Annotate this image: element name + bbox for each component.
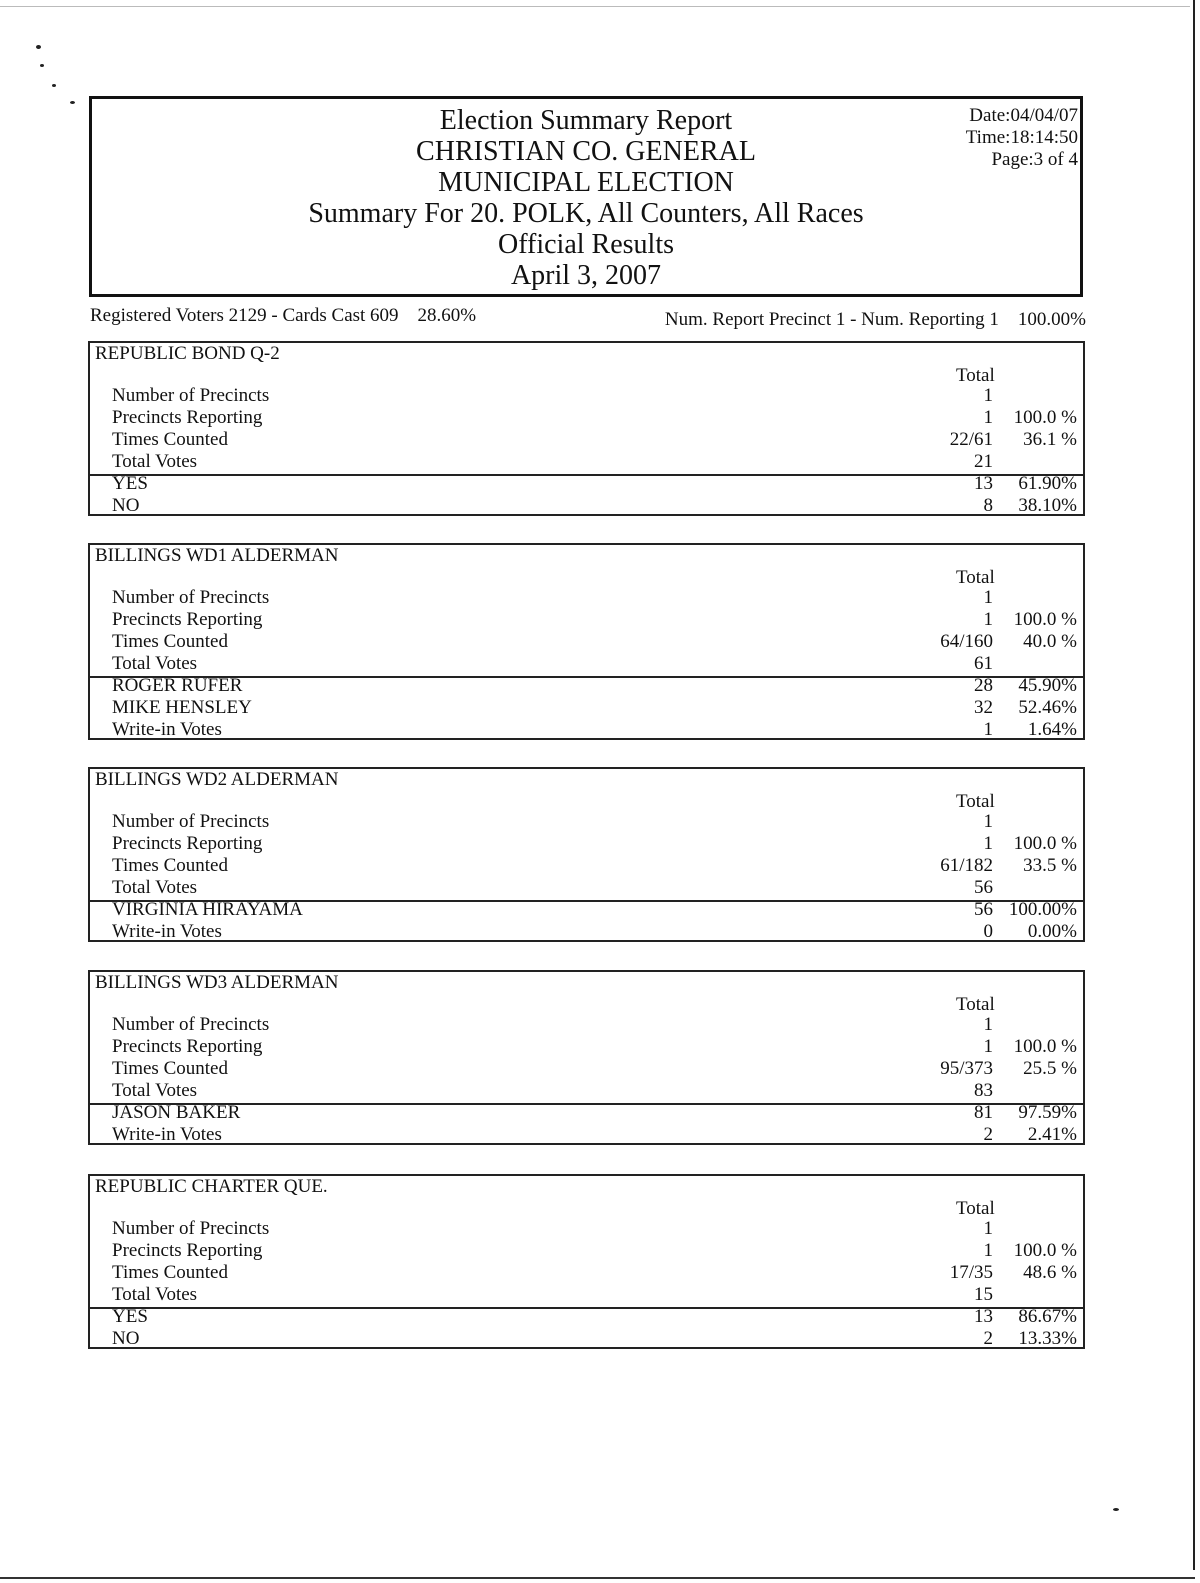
stat-label: Times Counted (112, 429, 228, 450)
report-title (92, 105, 1080, 291)
stat-total: 56 (974, 877, 993, 898)
total-column-header: Total (956, 791, 995, 812)
choice-pct: 2.41% (1027, 1124, 1077, 1145)
choice-row (90, 899, 1083, 921)
turnout-percent: 28.60% (417, 305, 477, 326)
stat-row (90, 855, 1083, 877)
scan-speck (70, 101, 75, 104)
title-line: Election Summary Report (439, 105, 733, 136)
stat-total: 21 (974, 451, 993, 472)
stat-pct: 40.0 % (1023, 631, 1077, 652)
stat-total: 1 (983, 385, 993, 406)
choice-pct: 61.90% (1018, 473, 1077, 494)
stat-pct: 25.5 % (1023, 1058, 1077, 1079)
choice-row (90, 675, 1083, 697)
stat-row (90, 451, 1083, 473)
stat-total: 1 (983, 811, 993, 832)
choice-label: Write-in Votes (112, 921, 222, 942)
stat-pct: 100.0 % (1013, 407, 1077, 428)
stat-total: 61/182 (940, 855, 993, 876)
report-date: Date:04/04/07 (969, 105, 1078, 126)
choice-pct: 1.64% (1027, 719, 1077, 740)
report-header (89, 96, 1083, 297)
stat-label: Number of Precincts (112, 1218, 270, 1239)
choice-label: Write-in Votes (112, 1124, 222, 1145)
stat-row (90, 1284, 1083, 1306)
choice-total: 28 (974, 675, 993, 696)
choice-label: MIKE HENSLEY (112, 697, 252, 718)
race-section (88, 1174, 1085, 1349)
race-title: REPUBLIC BOND Q-2 (95, 343, 280, 364)
stat-label: Precincts Reporting (112, 1036, 263, 1057)
choice-row (90, 719, 1083, 741)
stat-label: Number of Precincts (112, 385, 270, 406)
choice-label: Write-in Votes (112, 719, 222, 740)
stat-total: 1 (983, 1240, 993, 1261)
stat-label: Precincts Reporting (112, 1240, 263, 1261)
stat-label: Times Counted (112, 855, 228, 876)
race-section (88, 543, 1085, 740)
stat-row (90, 1014, 1083, 1036)
title-line: MUNICIPAL ELECTION (438, 167, 734, 198)
stat-pct: 48.6 % (1023, 1262, 1077, 1283)
stat-row (90, 877, 1083, 899)
choice-total: 0 (983, 921, 993, 942)
stat-total: 15 (974, 1284, 993, 1305)
stat-total: 83 (974, 1080, 993, 1101)
report-page: Page:3 of 4 (991, 149, 1078, 170)
total-column-header: Total (956, 567, 995, 588)
choice-pct: 86.67% (1018, 1306, 1077, 1327)
stat-total: 1 (983, 1036, 993, 1057)
choice-total: 2 (983, 1124, 993, 1145)
choice-row (90, 1102, 1083, 1124)
stat-label: Times Counted (112, 1058, 228, 1079)
registered-voters: Registered Voters 2129 - Cards Cast 609 (90, 305, 399, 326)
choice-total: 8 (983, 495, 993, 516)
choice-pct: 45.90% (1018, 675, 1077, 696)
stat-total: 22/61 (949, 429, 993, 450)
stat-row (90, 811, 1083, 833)
stat-pct: 100.0 % (1013, 1036, 1077, 1057)
choice-row (90, 1328, 1083, 1350)
scan-speck (36, 45, 41, 49)
stat-total: 1 (983, 609, 993, 630)
stat-row (90, 609, 1083, 631)
stat-pct: 100.0 % (1013, 833, 1077, 854)
race-section (88, 767, 1085, 942)
choice-total: 56 (974, 899, 993, 920)
title-line: April 3, 2007 (510, 260, 662, 291)
stat-label: Precincts Reporting (112, 833, 263, 854)
stat-label: Total Votes (112, 877, 198, 898)
stat-row (90, 587, 1083, 609)
stat-row (90, 407, 1083, 429)
stat-total: 1 (983, 1218, 993, 1239)
stat-label: Times Counted (112, 631, 228, 652)
report-meta (966, 105, 1078, 171)
stat-row (90, 1036, 1083, 1058)
stat-row (90, 653, 1083, 675)
choice-total: 32 (974, 697, 993, 718)
choice-pct: 38.10% (1018, 495, 1077, 516)
choice-total: 13 (974, 1306, 993, 1327)
stat-row (90, 833, 1083, 855)
stat-row (90, 631, 1083, 653)
choice-total: 2 (983, 1328, 993, 1349)
race-title: BILLINGS WD2 ALDERMAN (95, 769, 339, 790)
stat-row (90, 1058, 1083, 1080)
choice-row (90, 697, 1083, 719)
stat-label: Precincts Reporting (112, 609, 263, 630)
total-column-header: Total (956, 994, 995, 1015)
stat-label: Total Votes (112, 451, 198, 472)
stat-total: 1 (983, 1014, 993, 1035)
scan-edge-top (0, 6, 1190, 7)
report-time: Time:18:14:50 (965, 127, 1078, 148)
choice-row (90, 1306, 1083, 1328)
scan-edge-bottom (0, 1577, 1195, 1579)
choice-row (90, 1124, 1083, 1146)
scan-speck (1113, 1508, 1119, 1511)
choice-label: NO (112, 495, 140, 516)
choice-label: YES (112, 473, 148, 494)
registered-voters-line (90, 305, 476, 327)
stat-label: Number of Precincts (112, 811, 270, 832)
stat-label: Total Votes (112, 1080, 198, 1101)
stat-row (90, 385, 1083, 407)
stat-total: 1 (983, 407, 993, 428)
race-section (88, 341, 1085, 516)
choice-pct: 100.00% (1008, 899, 1077, 920)
choice-pct: 52.46% (1018, 697, 1077, 718)
scan-edge-right (1193, 0, 1195, 1570)
choice-label: YES (112, 1306, 148, 1327)
total-column-header: Total (956, 1198, 995, 1219)
reporting-percent: 100.00% (1017, 309, 1086, 330)
stat-label: Total Votes (112, 653, 198, 674)
stat-pct: 36.1 % (1023, 429, 1077, 450)
scan-speck (52, 84, 56, 87)
stat-label: Times Counted (112, 1262, 228, 1283)
stat-total: 61 (974, 653, 993, 674)
race-title: REPUBLIC CHARTER QUE. (95, 1176, 328, 1197)
title-line: CHRISTIAN CO. GENERAL (416, 136, 756, 167)
stat-pct: 100.0 % (1013, 609, 1077, 630)
precinct-reporting-line (665, 309, 1086, 331)
title-line: Summary For 20. POLK, All Counters, All Races (308, 198, 864, 229)
stat-total: 17/35 (949, 1262, 993, 1283)
race-title: BILLINGS WD3 ALDERMAN (95, 972, 339, 993)
choice-total: 81 (974, 1102, 993, 1123)
choice-row (90, 473, 1083, 495)
stat-total: 1 (983, 587, 993, 608)
choice-row (90, 495, 1083, 517)
choice-label: ROGER RUFER (112, 675, 243, 696)
stat-row (90, 1262, 1083, 1284)
choice-row (90, 921, 1083, 943)
stat-row (90, 1218, 1083, 1240)
stat-total: 95/373 (940, 1058, 993, 1079)
stat-pct: 33.5 % (1023, 855, 1077, 876)
stat-label: Precincts Reporting (112, 407, 263, 428)
stat-total: 1 (983, 833, 993, 854)
precinct-reporting: Num. Report Precinct 1 - Num. Reporting 1 (664, 309, 999, 330)
choice-pct: 0.00% (1027, 921, 1077, 942)
choice-label: VIRGINIA HIRAYAMA (112, 899, 303, 920)
stat-row (90, 1240, 1083, 1262)
stat-pct: 100.0 % (1013, 1240, 1077, 1261)
choice-total: 13 (974, 473, 993, 494)
stat-label: Total Votes (112, 1284, 198, 1305)
choice-label: JASON BAKER (112, 1102, 241, 1123)
race-section (88, 970, 1085, 1145)
choice-label: NO (112, 1328, 140, 1349)
stat-label: Number of Precincts (112, 1014, 270, 1035)
choice-pct: 13.33% (1018, 1328, 1077, 1349)
scan-speck (40, 64, 44, 67)
stat-total: 64/160 (940, 631, 993, 652)
title-line: Official Results (497, 229, 674, 260)
race-title: BILLINGS WD1 ALDERMAN (95, 545, 339, 566)
stat-row (90, 429, 1083, 451)
choice-pct: 97.59% (1018, 1102, 1077, 1123)
stat-row (90, 1080, 1083, 1102)
stat-label: Number of Precincts (112, 587, 270, 608)
choice-total: 1 (983, 719, 993, 740)
total-column-header: Total (956, 365, 995, 386)
